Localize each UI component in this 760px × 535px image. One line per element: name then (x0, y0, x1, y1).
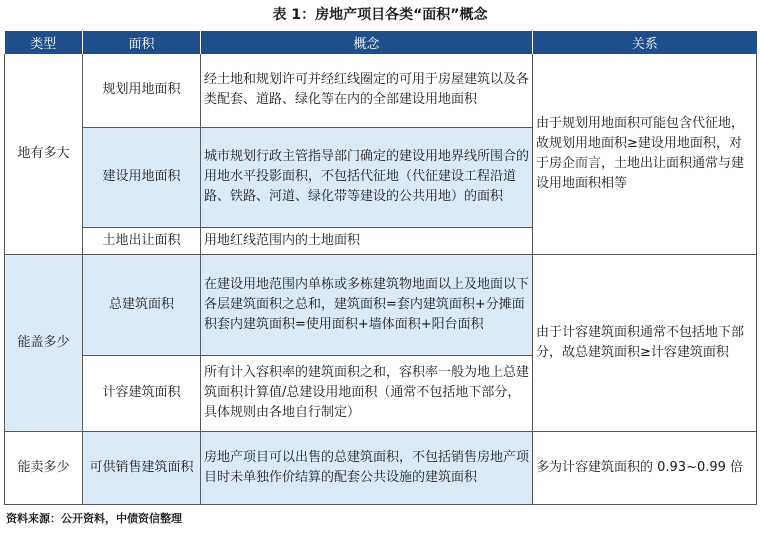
table-row (5, 54, 757, 127)
header-concept: 概念 (201, 31, 533, 54)
relation-cell: 由于规划用地面积可能包含代征地，故规划用地面积≥建设用地面积，对于房企而言，土地出让面积通常与建设用地面积相等 (533, 54, 757, 254)
header-area: 面积 (83, 31, 201, 54)
header-relation: 关系 (533, 31, 757, 54)
type-cell: 能卖多少 (5, 431, 83, 504)
area-cell: 建设用地面积 (83, 127, 201, 227)
type-cell: 地有多大 (5, 54, 83, 254)
source-note: 资料来源：公开资料，中债资信整理 (6, 512, 182, 525)
table-row (5, 254, 757, 355)
relation-cell: 由于计容建筑面积通常不包括地下部分，故总建筑面积≥计容建筑面积 (533, 254, 757, 431)
area-cell: 计容建筑面积 (83, 355, 201, 431)
concept-cell: 所有计入容积率的建筑面积之和，容积率一般为地上总建筑面积计算值/总建设用地面积（通常不包括地下部分，具体规则由各地自行制定） (201, 355, 533, 431)
table-row (5, 431, 757, 504)
area-cell: 土地出让面积 (83, 227, 201, 254)
concept-cell: 用地红线范围内的土地面积 (201, 227, 533, 254)
area-cell: 规划用地面积 (83, 54, 201, 127)
header-row (5, 31, 757, 54)
area-cell: 可供销售建筑面积 (83, 431, 201, 504)
relation-cell: 多为计容建筑面积的 0.93~0.99 倍 (533, 431, 757, 504)
table-title: 表 1：房地产项目各类“面积”概念 (272, 7, 488, 23)
concept-cell: 房地产项目可以出售的总建筑面积，不包括销售房地产项目时未单独作价结算的配套公共设施的建筑面积 (201, 431, 533, 504)
area-concepts-table (4, 31, 757, 505)
area-cell: 总建筑面积 (83, 254, 201, 355)
concept-cell: 经土地和规划许可并经红线圈定的可用于房屋建筑以及各类配套、道路、绿化等在内的全部建设用地面积 (201, 54, 533, 127)
concept-cell: 城市规划行政主管指导部门确定的建设用地界线所围合的用地水平投影面积，不包括代征地（代征建设工程沿道路、铁路、河道、绿化带等建设的公共用地）的面积 (201, 127, 533, 227)
concept-cell: 在建设用地范围内单栋或多栋建筑物地面以上及地面以下各层建筑面积之总和，建筑面积=套内建筑面积+分摊面积套内建筑面积=使用面积+墙体面积+阳台面积 (201, 254, 533, 355)
header-type: 类型 (5, 31, 83, 54)
type-cell: 能盖多少 (5, 254, 83, 431)
